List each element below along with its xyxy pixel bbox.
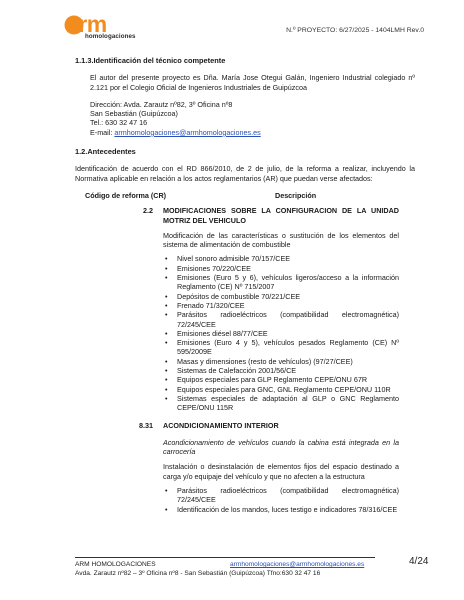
list-item: • Sistemas de Calefacción 2001/56/CE (163, 366, 399, 375)
footer-email-link[interactable]: armhomologaciones@armhomologaciones.es (230, 561, 365, 568)
footer-address: Avda. Zarautz nº82 – 3º Oficina nº8 - San Sebastián (Guipúzcoa) Tfno:630 32 47 16 (75, 569, 321, 577)
reform-code: 2.2 (143, 206, 153, 216)
email-label: E-mail: (90, 127, 115, 137)
tecnico-phone: Tel.: 630 32 47 16 (90, 118, 148, 128)
list-item: • Emisiones (Euro 4 y 5), vehículos pesados Reglamento (CE) Nº 595/2009E (163, 338, 399, 357)
reform-description (163, 421, 399, 514)
section-title-tecnico: 1.1.3.Identificación del técnico competente (75, 56, 226, 65)
reform-row (75, 206, 415, 412)
list-item: • Identificación de los mandos, luces testigo e indicadores 78/316/CEE (163, 505, 399, 514)
list-item: • Nivel sonoro admisible 70/157/CEE (163, 254, 399, 263)
reform-subtitle: Instalación o desinstalación de elementos fijos del espacio destinado a carga y/o equipaje del vehículo y que no afecten a la estructura (163, 462, 399, 481)
logo-main-text: arm (66, 11, 107, 37)
list-item: • Emisiones 70/220/CEE (163, 264, 399, 273)
reform-subtitle: Modificación de las características o sustitución de los elementos del sistema de alimentación de combustible (163, 230, 399, 250)
list-item: • Equipos especiales para GNC, GNL Reglamento CEPE/ONU 110R (163, 385, 399, 394)
page-header (0, 0, 464, 48)
column-header-description: Descripción (275, 190, 317, 200)
regulation-list (163, 486, 399, 514)
footer-company: ARM HOMOLOGACIONES (75, 561, 156, 568)
page-content (75, 56, 415, 514)
section-title-antecedentes: 1.2.Antecedentes (75, 147, 136, 157)
reform-table-header (75, 191, 415, 200)
tecnico-email-link[interactable]: armhomologaciones@armhomologaciones.es (114, 127, 261, 137)
column-header-code: Código de reforma (CR) (85, 190, 167, 200)
list-item: • Frenado 71/320/CEE (163, 301, 399, 310)
list-item: • Parásitos radioeléctricos (compatibilidad electromagnética) 72/245/CEE (163, 486, 399, 505)
list-item: • Masas y dimensiones (resto de vehículos) (97/27/CEE) (163, 357, 399, 366)
page-number: 4/24 (409, 556, 429, 567)
logo-sub-text: homologaciones (85, 33, 136, 40)
reform-title: MODIFICACIONES SOBRE LA CONFIGURACION DE LA UNIDAD MOTRIZ DEL VEHICULO (163, 206, 399, 225)
company-logo (66, 11, 138, 43)
tecnico-email-line (75, 128, 415, 137)
list-item: • Emisiones (Euro 5 y 6), vehículos ligeros/acceso a la información Reglamento (CE) Nº 715/2007 (163, 273, 399, 292)
list-item: • Parásitos radioeléctricos (compatibilidad electromagnética) 72/245/CEE (163, 310, 399, 329)
list-item: • Emisiones diésel 88/77/CEE (163, 329, 399, 338)
reform-description (163, 206, 399, 412)
reform-code: 8.31 (139, 420, 153, 430)
list-item: • Sistemas especiales de adaptación al GLP o GNC Reglamento CEPE/ONU 115R (163, 394, 399, 413)
regulation-list (163, 254, 399, 412)
tecnico-city: San Sebastián (Guipúzcoa) (90, 109, 178, 119)
reform-row (75, 421, 415, 514)
tecnico-address: Dirección: Avda. Zarautz nº82, 3º Oficina nº8 (90, 99, 233, 109)
list-item: • Equipos especiales para GLP Reglamento CEPE/ONU 67R (163, 375, 399, 384)
project-reference: N.º PROYECTO: 6/27/2025 - 1404LMH Rev.0 (286, 27, 424, 34)
reform-title: ACONDICIONAMIENTO INTERIOR (163, 420, 279, 430)
list-item: • Depósitos de combustible 70/221/CEE (163, 292, 399, 301)
footer-divider (75, 557, 375, 558)
reform-subtitle-italic: Acondicionamiento de vehículos cuando la cabina está integrada en la carrocería (163, 437, 399, 457)
tecnico-paragraph: El autor del presente proyecto es Dña. María Jose Otegui Galán, Ingeniero Industrial colegiado nº 2.121 por el Colegio Oficial de Ingenieros Industriales de Guipúzcoa (90, 73, 415, 92)
antecedentes-paragraph: Identificación de acuerdo con el RD 866/2010, de 2 de julio, de la reforma a realizar, incluyendo la Normativa aplicable en relación a los actos reglamentarios (AR) que puedan verse afectados: (75, 164, 415, 183)
